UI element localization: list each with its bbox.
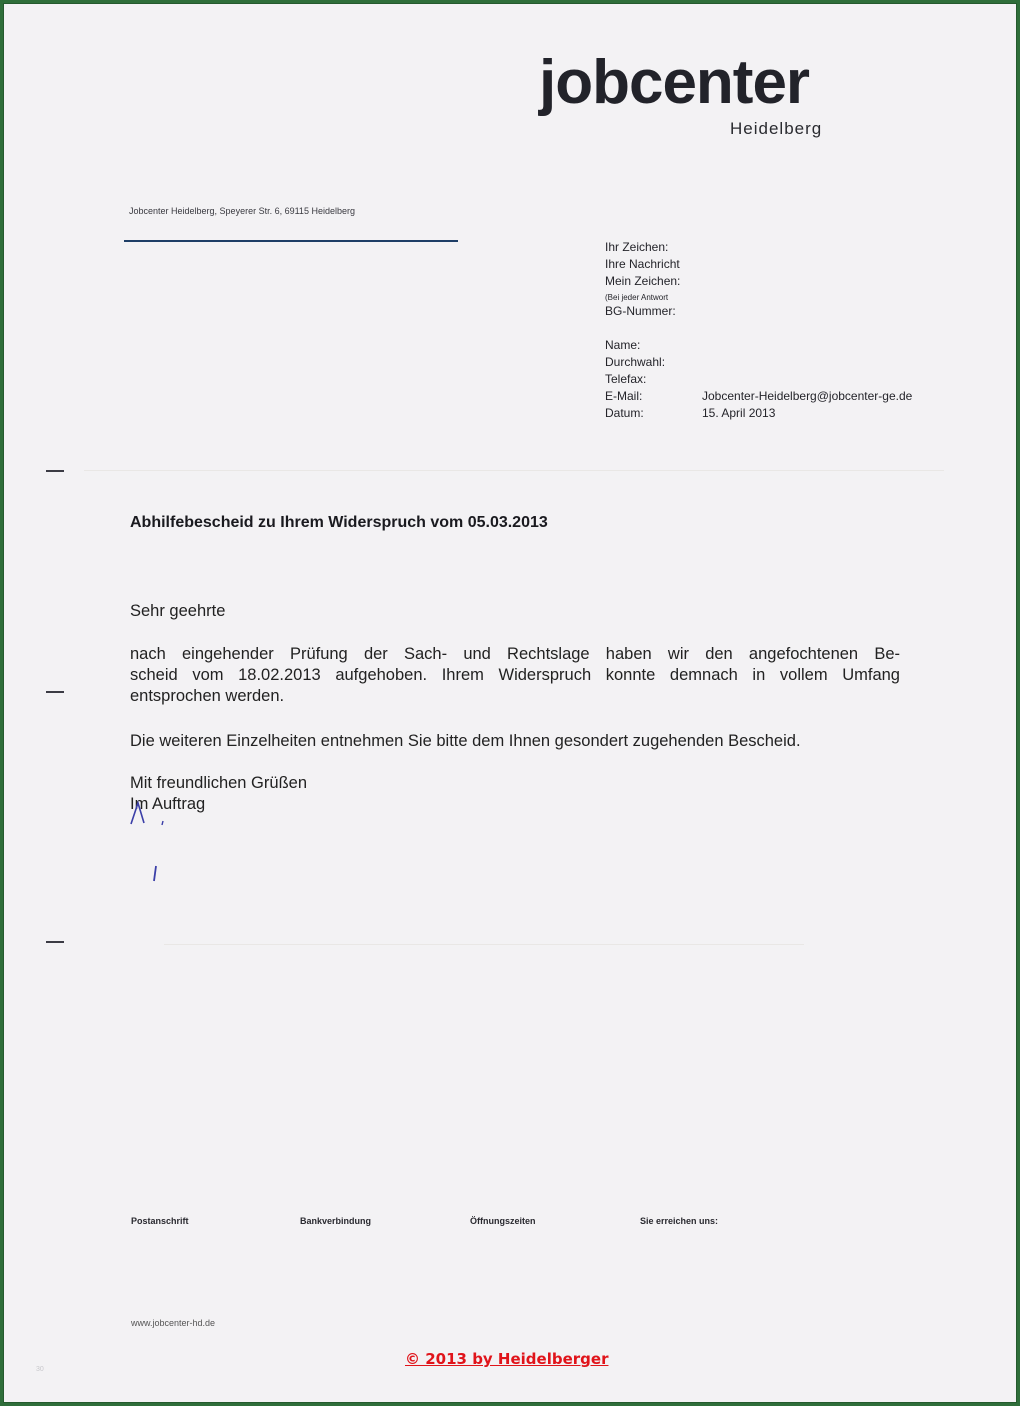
- logo-city: Heidelberg: [730, 119, 823, 138]
- scan-artifact-line: [164, 944, 804, 945]
- jobcenter-logo: jobcenter: [539, 48, 810, 117]
- copyright-notice[interactable]: © 2013 by Heidelberger: [405, 1350, 609, 1368]
- label-mein-zeichen: Mein Zeichen:: [605, 274, 681, 288]
- label-datum: Datum:: [605, 406, 644, 420]
- label-telefax: Telefax:: [605, 372, 647, 386]
- letter-page: [3, 3, 1017, 1403]
- page-number: 30: [36, 1366, 44, 1373]
- label-ihre-nachricht: Ihre Nachricht: [605, 257, 680, 271]
- label-name: Name:: [605, 338, 641, 352]
- signature-mark: [128, 797, 168, 827]
- date-value: 15. April 2013: [702, 406, 776, 420]
- footer-bankverbindung: Bankverbindung: [300, 1216, 372, 1226]
- fold-mark-top: [46, 470, 64, 472]
- label-durchwahl: Durchwahl:: [605, 355, 666, 369]
- website-url: www.jobcenter-hd.de: [131, 1318, 216, 1328]
- footer-kontakt: Sie erreichen uns:: [640, 1216, 719, 1226]
- fold-mark-bottom: [46, 941, 64, 943]
- footer-postanschrift: Postanschrift: [131, 1216, 189, 1226]
- punch-mark: [46, 691, 64, 693]
- closing-im-auftrag: Im Auftrag: [130, 795, 206, 813]
- paragraph-line: entsprochen werden.: [130, 687, 285, 705]
- email-value: Jobcenter-Heidelberg@jobcenter-ge.de: [702, 389, 913, 403]
- address-divider: [124, 240, 458, 242]
- label-email: E-Mail:: [605, 389, 643, 403]
- scan-artifact-line: [84, 470, 944, 471]
- label-bei-jeder-antwort: (Bei jeder Antwort: [605, 293, 669, 302]
- paragraph-details: Die weiteren Einzelheiten entnehmen Sie bitte dem Ihnen gesondert zugehenden Bescheid.: [130, 732, 801, 750]
- paragraph-line: scheid vom 18.02.2013 aufgehoben. Ihrem Widerspruch konnte demnach in vollem Umfang: [130, 666, 900, 684]
- label-ihr-zeichen: Ihr Zeichen:: [605, 240, 669, 254]
- footer-oeffnungszeiten: Öffnungszeiten: [470, 1216, 536, 1226]
- closing-line: Mit freundlichen Grüßen: [130, 774, 307, 792]
- label-bg-nummer: BG-Nummer:: [605, 304, 676, 318]
- salutation: Sehr geehrte: [130, 602, 226, 620]
- letter-subject: Abhilfebescheid zu Ihrem Widerspruch vom 05.03.2013: [130, 514, 548, 531]
- paragraph-decision: [130, 644, 900, 707]
- sender-address: Jobcenter Heidelberg, Speyerer Str. 6, 69115 Heidelberg: [129, 206, 355, 216]
- paragraph-line: nach eingehender Prüfung der Sach- und Rechtslage haben wir den angefochtenen Be-: [130, 645, 900, 663]
- signature-stroke: [150, 864, 160, 884]
